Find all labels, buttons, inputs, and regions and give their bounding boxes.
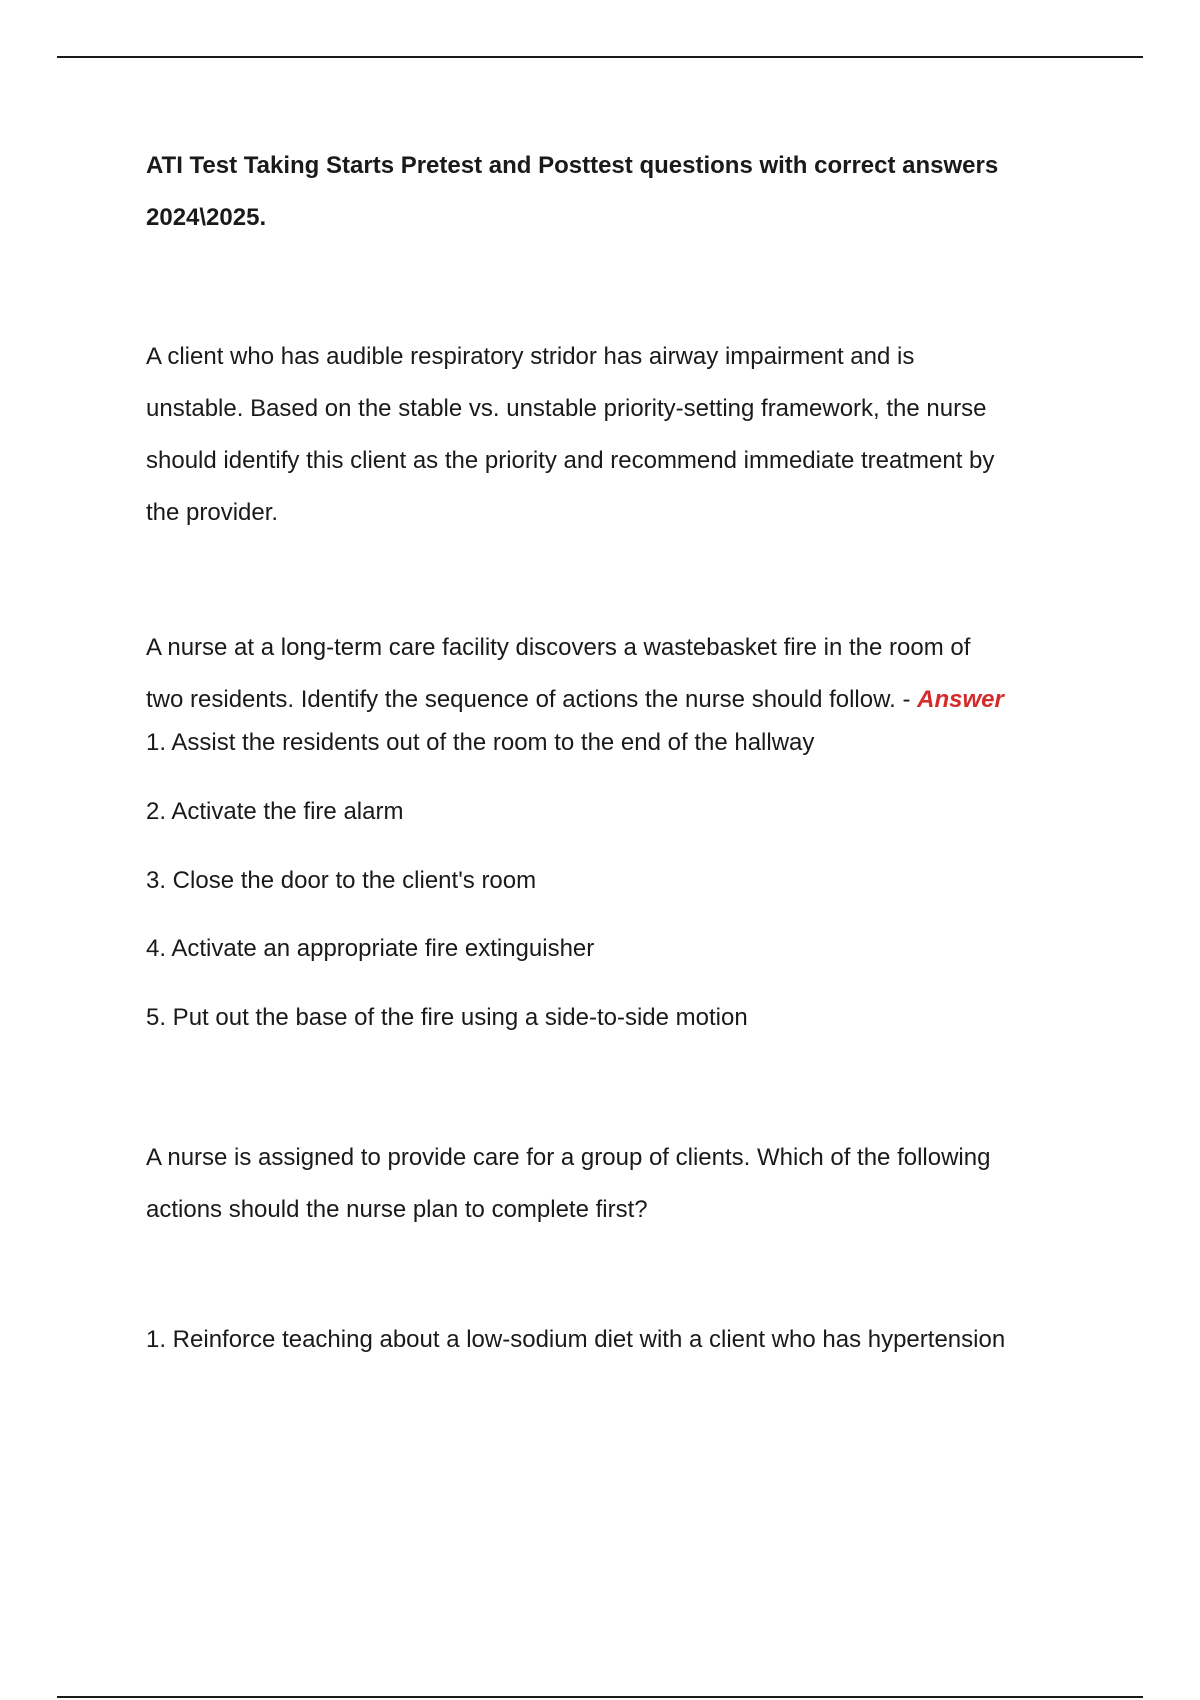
q2-step-4: 4. Activate an appropriate fire extinguisher (146, 935, 595, 962)
q3-option-1: 1. Reinforce teaching about a low-sodium diet with a client who has hypertension (146, 1326, 1006, 1353)
document-title (146, 140, 998, 244)
top-rule (57, 56, 1143, 58)
q1-line-4: the provider. (146, 499, 279, 526)
q1-line-1: A client who has audible respiratory stridor has airway impairment and is (146, 343, 915, 370)
question-3 (146, 1132, 990, 1236)
q2-step-5: 5. Put out the base of the fire using a side-to-side motion (146, 1004, 748, 1031)
question-2 (146, 622, 1004, 726)
q2-line-2 (146, 674, 1004, 726)
q2-line-2-text: two residents. Identify the sequence of actions the nurse should follow. - (146, 686, 918, 713)
title-line-1: ATI Test Taking Starts Pretest and Posttest questions with correct answers (146, 152, 999, 179)
q2-line-1: A nurse at a long-term care facility discovers a wastebasket fire in the room of (146, 634, 971, 661)
q2-step-3: 3. Close the door to the client's room (146, 867, 537, 894)
q2-step-2: 2. Activate the fire alarm (146, 798, 404, 825)
q2-step-1: 1. Assist the residents out of the room to the end of the hallway (146, 729, 815, 756)
answer-label: Answer (917, 686, 1004, 713)
title-line-2: 2024\2025. (146, 204, 267, 231)
q1-line-3: should identify this client as the priority and recommend immediate treatment by (146, 447, 995, 474)
q3-line-2: actions should the nurse plan to complete first? (146, 1196, 648, 1223)
q1-line-2: unstable. Based on the stable vs. unstable priority-setting framework, the nurse (146, 395, 987, 422)
question-1 (146, 331, 994, 539)
bottom-rule (57, 1696, 1143, 1698)
q3-line-1: A nurse is assigned to provide care for a group of clients. Which of the following (146, 1144, 991, 1171)
